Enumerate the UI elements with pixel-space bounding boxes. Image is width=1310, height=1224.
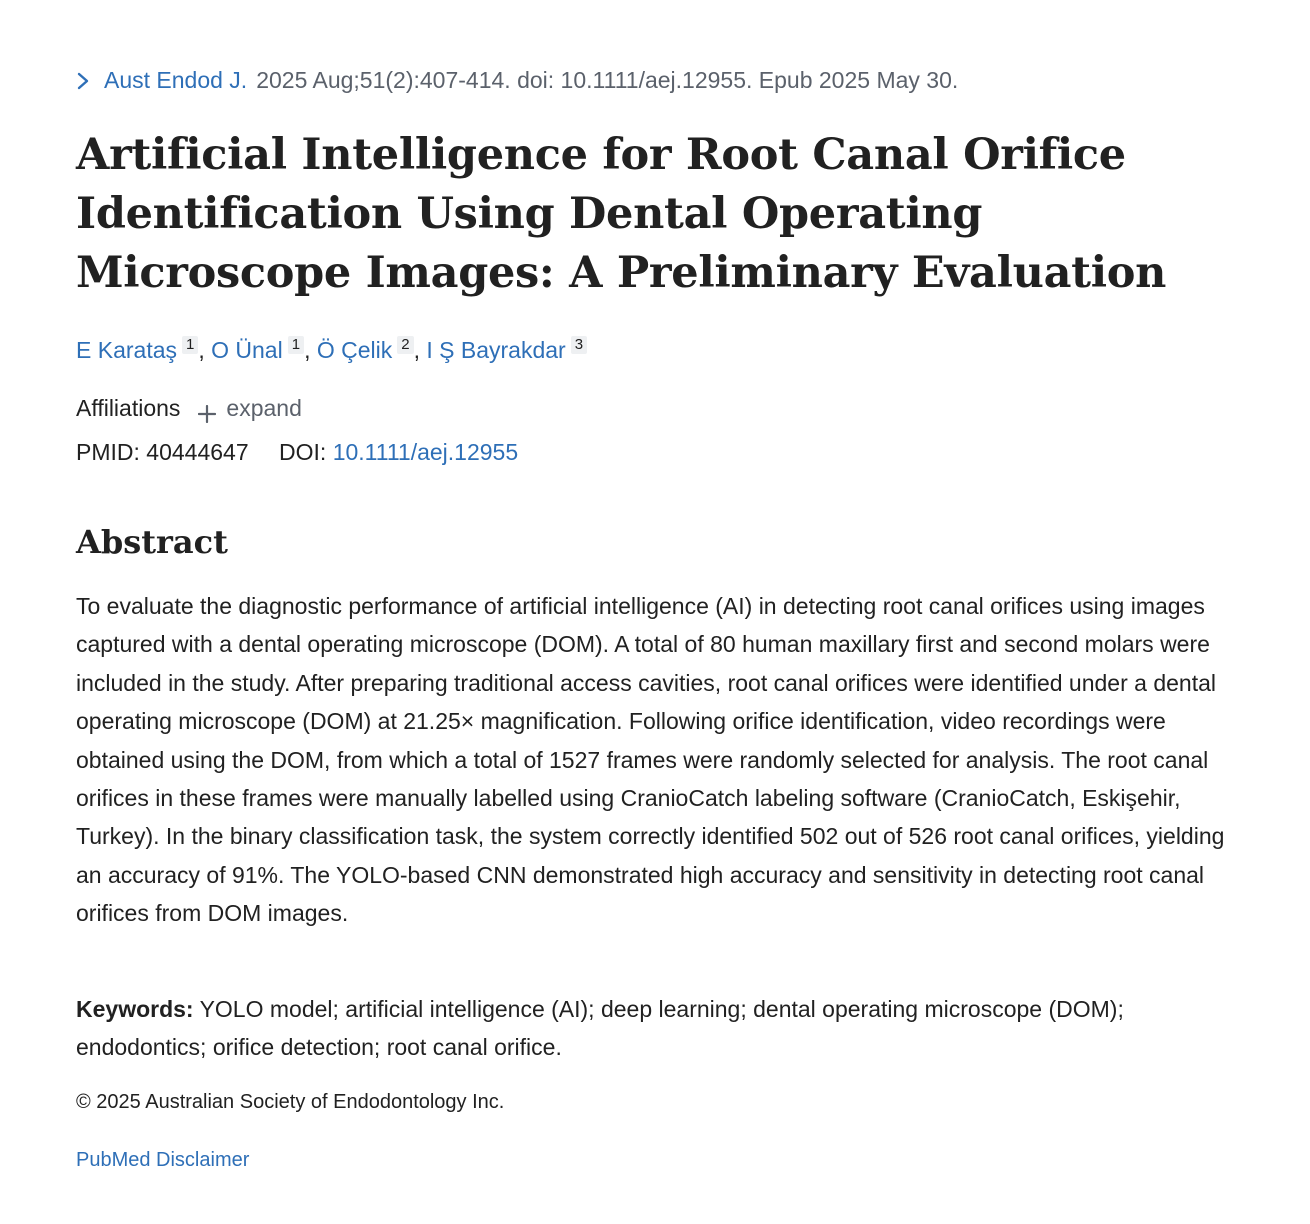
keywords-label: Keywords: [76, 996, 194, 1022]
author-link[interactable]: O Ünal [211, 337, 283, 363]
author-link[interactable]: E Karataş [76, 337, 177, 363]
affiliation-ref[interactable]: 2 [397, 336, 413, 354]
author-separator: , [304, 337, 317, 363]
abstract-text: To evaluate the diagnostic performance of artificial intelligence (AI) in detecting root canal orifices using images captured with a dental operating microscope (DOM). A total of 80 human maxillary first and second molars were included in the study. After preparing traditional access cavities, root canal orifices were identified under a dental operating microscope (DOM) at 21.25× magnification. Following orifice identification, video recordings were obtained using the DOM, from which a total of 1527 frames were randomly selected for analysis. The root canal orifices in these frames were manually labelled using CranioCatch labeling software (CranioCatch, Eskişehir, Turkey). In the binary classification task, the system correctly identified 502 out of 526 root canal orifices, yielding an accuracy of 91%. The YOLO-based CNN demonstrated high accuracy and sensitivity in detecting root canal orifices from DOM images. [76, 593, 1225, 927]
keywords [76, 990, 1196, 1067]
pmid-value: 40444647 [146, 439, 249, 465]
affiliation-ref[interactable]: 3 [571, 336, 587, 354]
affiliation-ref[interactable]: 1 [182, 336, 198, 354]
affiliation-ref[interactable]: 1 [288, 336, 304, 354]
plus-icon[interactable] [198, 399, 216, 417]
author-list [76, 334, 587, 366]
expand-label[interactable]: expand [226, 395, 302, 421]
author-separator: , [198, 337, 212, 363]
doi-link[interactable]: 10.1111/aej.12955 [332, 439, 519, 465]
author-link[interactable]: I Ş Bayrakdar [426, 337, 566, 363]
author-separator: , [413, 337, 427, 363]
doi-label: DOI: [279, 439, 327, 465]
journal-link[interactable]: Aust Endod J. [104, 67, 248, 93]
chevron-right-icon[interactable] [76, 69, 94, 91]
author-link[interactable]: Ö Çelik [316, 337, 393, 363]
copyright: © 2025 Australian Society of Endodontology Inc. [76, 1091, 505, 1113]
abstract-heading: Abstract [76, 523, 228, 561]
citation-line [76, 64, 958, 96]
affiliations-label: Affiliations [76, 395, 181, 421]
citation-details: 2025 Aug;51(2):407-414. doi: 10.1111/aej.12955. Epub 2025 May 30. [256, 67, 959, 93]
affiliations-toggle[interactable] [76, 392, 302, 424]
article-title: Artificial Intelligence for Root Canal Orifice Identification Using Dental Operating Microscope Images: A Preliminary Evaluation [76, 130, 1167, 298]
pmid-label: PMID: [76, 439, 140, 465]
article-identifiers [76, 436, 518, 468]
pubmed-disclaimer-link[interactable]: PubMed Disclaimer [76, 1149, 250, 1171]
keywords-list: YOLO model; artificial intelligence (AI); deep learning; dental operating microscope (DOM); endodontics; orifice detection; root canal orifice. [76, 996, 1124, 1061]
